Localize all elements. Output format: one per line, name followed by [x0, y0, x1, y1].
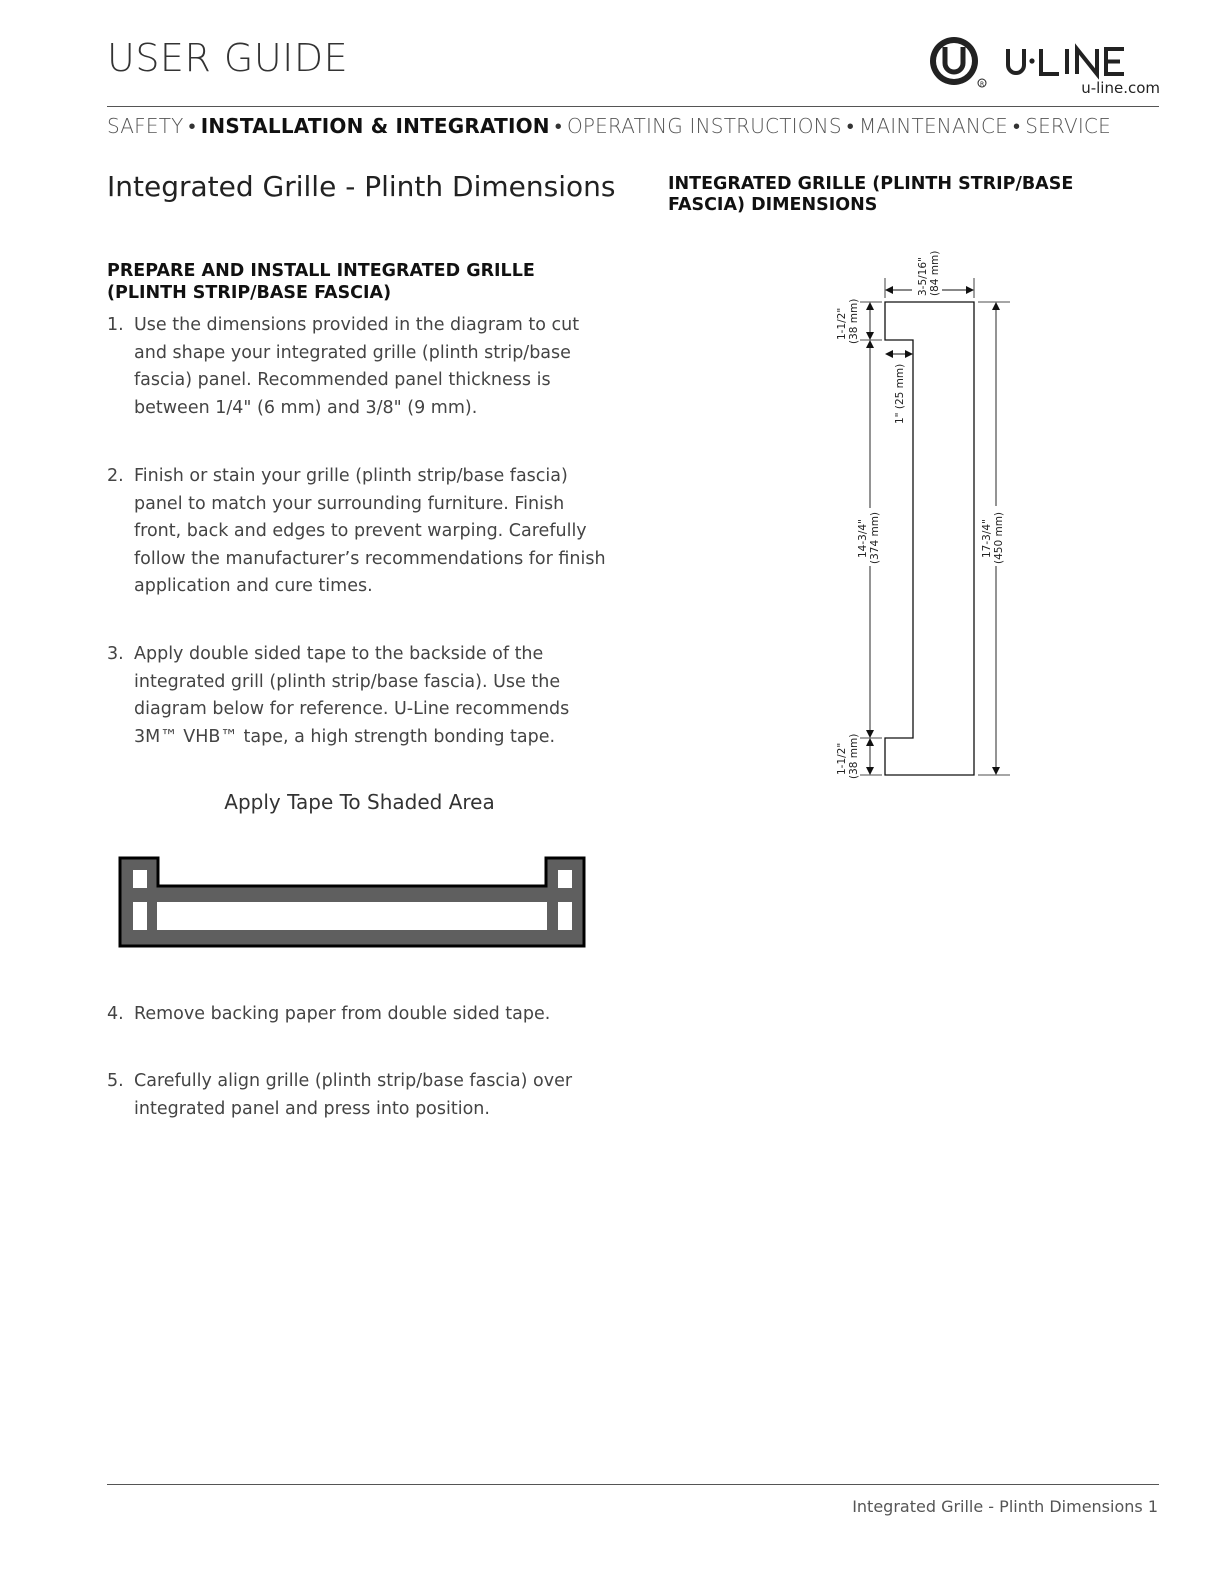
step-text: Apply double sided tape to the backside of the integrated grill (plinth strip/base fascia). Use the diagram below for reference. U-Line recommends 3M™ VHB™ tape, a high strength bonding tape.: [134, 644, 570, 747]
section-nav: [107, 114, 1167, 139]
step-number: 4.: [107, 1004, 124, 1024]
nav-separator: •: [1013, 114, 1021, 138]
step-text: Carefully align grille (plinth strip/base fascia) over integrated panel and press into position.: [134, 1071, 573, 1119]
document-title: USER GUIDE: [107, 36, 349, 80]
step-number: 5.: [107, 1071, 124, 1091]
width-inch-label: 3-5/16": [917, 257, 929, 296]
nav-separator: •: [846, 114, 854, 138]
nav-item-installation: INSTALLATION & INTEGRATION: [200, 114, 550, 138]
tape-area-diagram: [116, 854, 588, 952]
dimension-diagram: [820, 240, 1020, 785]
nav-separator: •: [188, 114, 196, 138]
tape-gap: [157, 902, 547, 930]
website-url: u-line.com: [1081, 79, 1160, 97]
step-number: 3.: [107, 644, 124, 664]
step-text: Use the dimensions provided in the diagram to cut and shape your integrated grille (plinth strip/base fascia) panel. Recommended panel thickness is between 1/4" (6 mm) and 3/8" (9 mm).: [134, 315, 580, 418]
nav-item-service: SERVICE: [1025, 114, 1111, 138]
step-1: [107, 312, 607, 422]
bottom-inch-label: 1-1/2": [836, 742, 848, 775]
step-2: [107, 463, 607, 601]
footer-divider: [107, 1484, 1159, 1485]
diagram-title: INTEGRATED GRILLE (PLINTH STRIP/BASE FASCIA) DIMENSIONS: [668, 174, 1074, 215]
nav-item-safety: SAFETY: [107, 114, 184, 138]
top-mm-label: (38 mm): [848, 298, 860, 344]
page-footer: Integrated Grille - Plinth Dimensions 1: [852, 1497, 1158, 1516]
mid-mm-label: (374 mm): [869, 511, 881, 564]
step-4: [107, 1001, 607, 1029]
nav-separator: •: [554, 114, 562, 138]
page-title: Integrated Grille - Plinth Dimensions: [107, 170, 616, 203]
tape-gap: [558, 902, 572, 930]
nav-item-maintenance: MAINTENANCE: [858, 114, 1008, 138]
header-divider: [107, 106, 1159, 107]
step-text: Finish or stain your grille (plinth strip/base fascia) panel to match your surrounding furniture. Finish front, back and edges to prevent warping. Carefully follow the manufacturer’s recommendations for finish application and cure times.: [134, 466, 606, 596]
total-mm-label: (450 mm): [993, 511, 1005, 564]
nav-item-operating: OPERATING INSTRUCTIONS: [566, 114, 842, 138]
step-text: Remove backing paper from double sided tape.: [134, 1004, 551, 1024]
top-inch-label: 1-1/2": [836, 307, 848, 340]
step-5: [107, 1068, 607, 1123]
step-number: 2.: [107, 466, 124, 486]
bottom-mm-label: (38 mm): [848, 733, 860, 779]
depth-label: 1" (25 mm): [894, 363, 906, 424]
mid-inch-label: 14-3/4": [857, 519, 869, 558]
step-3: [107, 641, 607, 751]
step-number: 1.: [107, 315, 124, 335]
brand-logo: [928, 36, 1160, 96]
section-title: PREPARE AND INSTALL INTEGRATED GRILLE (PLINTH STRIP/BASE FASCIA): [107, 261, 535, 303]
tape-gap: [133, 870, 147, 888]
tape-gap: [133, 902, 147, 930]
tape-gap: [558, 870, 572, 888]
total-inch-label: 17-3/4": [981, 519, 993, 558]
tape-diagram-caption: Apply Tape To Shaded Area: [224, 790, 495, 814]
svg-text:R: R: [980, 81, 985, 88]
width-mm-label: (84 mm): [929, 250, 941, 296]
